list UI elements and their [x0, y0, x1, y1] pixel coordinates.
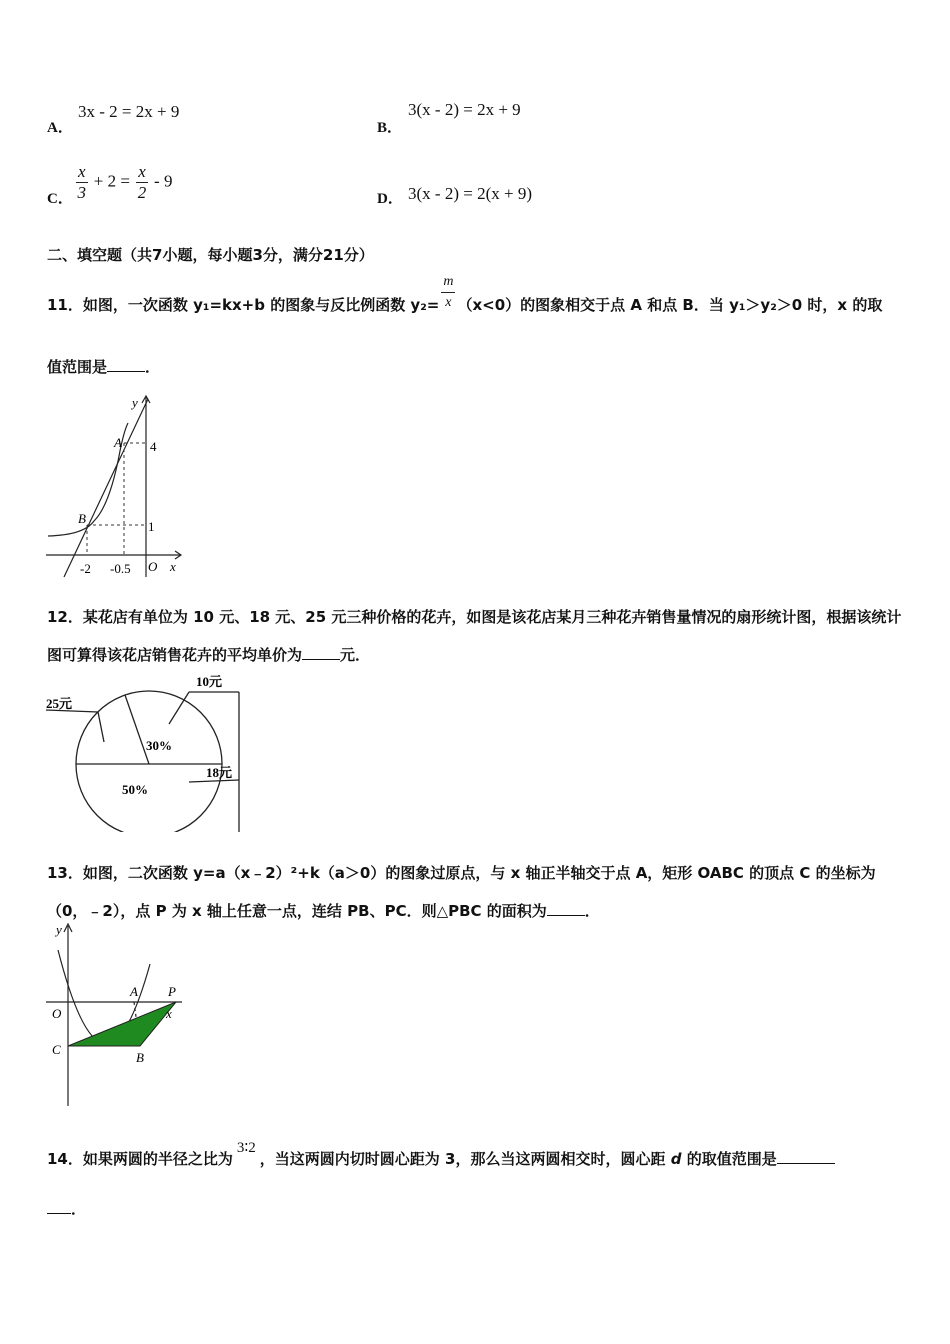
q13-text	[47, 854, 907, 930]
q13-point-p: P	[168, 984, 176, 999]
q11-point-b: B	[78, 511, 86, 526]
q11-tick-m05: -0.5	[110, 561, 131, 576]
choice-b-label: B．	[377, 120, 403, 136]
q14-text-a: 14．如果两圆的半径之比为	[47, 1150, 233, 1168]
q11-tick-1: 1	[148, 519, 155, 534]
section-title: 二、填空题（共7小题，每小题3分，满分21分）	[47, 246, 374, 264]
q11-tick-m2: -2	[80, 561, 91, 576]
q14-text-line2	[47, 1198, 86, 1220]
q11-answer-blank[interactable]	[107, 357, 145, 372]
q11-figure	[44, 393, 186, 579]
q13-point-b: B	[136, 1050, 144, 1065]
q13-point-c: C	[52, 1042, 61, 1057]
q11-text-a: 11．如图，一次函数 y₁=kx+b 的图象与反比例函数 y₂=	[47, 296, 440, 314]
q13-origin: O	[52, 1006, 62, 1021]
q13-point-a: A	[130, 984, 138, 999]
choice-d-label: D．	[377, 191, 403, 207]
q12-text	[47, 598, 907, 674]
q11-end: ．	[145, 358, 161, 376]
q12-leader-25b	[98, 712, 104, 742]
q11-y-label: y	[132, 395, 138, 410]
q12-pie-divider	[125, 695, 149, 764]
q11-text-c: 值范围是	[47, 358, 108, 376]
q11-text-line2	[47, 356, 160, 378]
q14-text-line1	[47, 1140, 835, 1171]
q14-text-c: 的取值范围是	[686, 1150, 777, 1168]
q14-answer-blank-2[interactable]	[47, 1199, 71, 1214]
q11-origin: O	[148, 559, 158, 574]
q13-y-label: y	[56, 922, 62, 937]
choice-a-equation: 3x - 2 = 2x + 9	[78, 102, 180, 121]
choice-a-label: A．	[47, 120, 73, 136]
q13-text-body: 13．如图，二次函数 y=a（x﹣2）²+k（a＞0）的图象过原点，与 x 轴正半轴交于点 A，矩形 OABC 的顶点 C 的坐标为（0，﹣2），点 P 为 x 轴上任意一点，连结 PB、PC．则△PBC 的面积为	[47, 864, 876, 920]
q14-answer-blank-1[interactable]	[777, 1149, 835, 1164]
choice-c-label: C．	[47, 191, 73, 207]
q13-x-label: x	[166, 1006, 172, 1021]
q12-end: 元．	[340, 646, 371, 664]
q14-ratio: 3∶2	[236, 1140, 256, 1156]
q11-fraction: $\frac{m}{x}$	[443, 274, 454, 310]
q14-end: ．	[71, 1200, 87, 1218]
q11-line	[64, 399, 148, 577]
q12-pct-50: 50%	[122, 782, 148, 797]
q11-text-b: （x<0）的图象相交于点 A 和点 B．当 y₁＞y₂＞0 时，x 的取	[457, 296, 883, 314]
q13-answer-blank[interactable]	[547, 901, 585, 916]
q12-text-body: 12．某花店有单位为 10 元、18 元、25 元三种价格的花卉，如图是该花店某月三种花卉销售量情况的扇形统计图，根据该统计图可算得该花店销售花卉的平均单价为	[47, 608, 902, 664]
q11-x-label: x	[170, 559, 176, 574]
choice-c-fraction-left: $\frac{x}{3}$	[77, 162, 87, 202]
choice-d-equation: 3(x - 2) = 2(x + 9)	[408, 184, 532, 203]
choice-c-equation	[74, 162, 172, 203]
choice-b-equation: 3(x - 2) = 2x + 9	[408, 100, 521, 119]
q11-tick-4: 4	[150, 439, 157, 454]
choice-c-fraction-right: $\frac{x}{2}$	[137, 162, 147, 202]
q14-d: d	[670, 1150, 682, 1168]
q12-pct-30: 30%	[146, 738, 172, 753]
q12-label-10: 10元	[196, 674, 223, 689]
q12-label-18: 18元	[206, 765, 233, 780]
choice-c-mid: + 2 =	[93, 171, 130, 191]
q11-text-line1	[47, 274, 883, 316]
q14-text-b: ，当这两圆内切时圆心距为 3，那么当这两圆相交时，圆心距	[259, 1150, 666, 1168]
q12-pie-chart	[44, 672, 244, 832]
choice-c-tail: - 9	[154, 171, 173, 191]
q12-leader-18	[189, 780, 239, 782]
q13-end: ．	[584, 902, 600, 920]
q13-figure	[44, 920, 189, 1110]
q12-label-25: 25元	[46, 696, 73, 711]
q12-answer-blank[interactable]	[302, 645, 340, 660]
q11-point-a: A	[114, 435, 122, 450]
